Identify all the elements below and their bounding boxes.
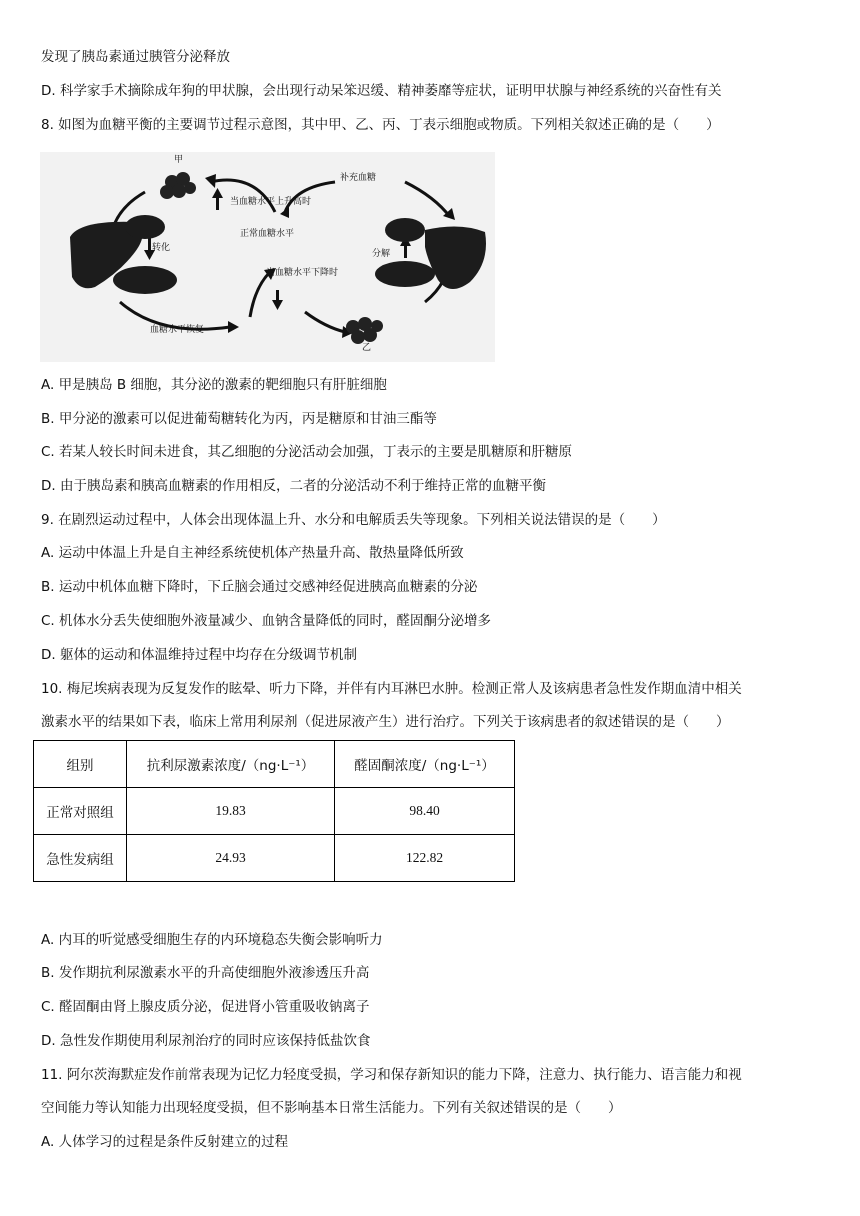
q8-option-b: B. 甲分泌的激素可以促进葡萄糖转化为丙，丙是糖原和甘油三酯等 [41, 411, 437, 427]
table-header: 抗利尿激素浓度/（ng·L⁻¹） [127, 741, 335, 788]
arrow-top-right [405, 182, 450, 217]
q9-option-d: D. 躯体的运动和体温维持过程中均存在分级调节机制 [41, 647, 357, 663]
q9-option-c: C. 机体水分丢失使细胞外液量减少、血钠含量降低的同时，醛固酮分泌增多 [41, 613, 492, 629]
q10-option-d: D. 急性发作期使用利尿剂治疗的同时应该保持低盐饮食 [41, 1033, 371, 1049]
label-normal: 正常血糖水平 [240, 229, 295, 239]
table-header: 组别 [34, 741, 127, 788]
table-header-row [34, 741, 515, 788]
question-9-stem: 9. 在剧烈运动过程中，人体会出现体温上升、水分和电解质丢失等现象。下列相关说法错误的是（ ） [41, 512, 666, 528]
label-jia: 甲 [174, 155, 184, 165]
q10-option-b: B. 发作期抗利尿激素水平的升高使细胞外液渗透压升高 [41, 965, 370, 981]
q11-option-a: A. 人体学习的过程是条件反射建立的过程 [41, 1134, 289, 1150]
q8-option-a: A. 甲是胰岛 B 细胞，其分泌的激素的靶细胞只有肝脏细胞 [41, 377, 387, 393]
option-d-prev: D. 科学家手术摘除成年狗的甲状腺，会出现行动呆笨迟缓、精神萎靡等症状，证明甲状腺与神经系统的兴奋性有关 [41, 83, 722, 99]
q9-option-b: B. 运动中机体血糖下降时，下丘脑会通过交感神经促进胰高血糖素的分泌 [41, 579, 478, 595]
q8-option-c: C. 若某人较长时间未进食，其乙细胞的分泌活动会加强，丁表示的主要是肌糖原和肝糖原 [41, 444, 573, 460]
label-fenjie: 分解 [372, 249, 391, 259]
carryover-text: 发现了胰岛素通过胰管分泌释放 [41, 49, 230, 65]
q10-option-a: A. 内耳的听觉感受细胞生存的内环境稳态失衡会影响听力 [41, 932, 383, 948]
question-11-stem-2: 空间能力等认知能力出现轻度受损，但不影响基本日常生活能力。下列有关叙述错误的是（ ） [41, 1100, 622, 1116]
cell-cluster-yi [346, 317, 383, 344]
label-rise: 当血糖水平上升高时 [230, 197, 312, 207]
q10-option-c: C. 醛固酮由肾上腺皮质分泌，促进肾小管重吸收钠离子 [41, 999, 370, 1015]
table-cell: 24.93 [127, 835, 335, 882]
question-11-stem-1: 11. 阿尔茨海默症发作前常表现为记忆力轻度受损，学习和保存新知识的能力下降，注意力、执行能力、语言能力和视 [41, 1067, 742, 1083]
label-zhuanhua: 转化 [152, 243, 171, 253]
table-cell: 正常对照组 [34, 788, 127, 835]
question-10-stem-2: 激素水平的结果如下表，临床上常用利尿剂（促进尿液产生）进行治疗。下列关于该病患者的叙述错误的是（ ） [41, 714, 730, 730]
table-cell: 急性发病组 [34, 835, 127, 882]
arrow-bottom-right [305, 312, 345, 332]
liver-right [425, 226, 486, 289]
cell-cluster-jia [160, 172, 196, 199]
table-header: 醛固酮浓度/（ng·L⁻¹） [335, 741, 515, 788]
q9-option-a: A. 运动中体温上升是自主神经系统使机体产热量升高、散热量降低所致 [41, 545, 464, 561]
label-yi: 乙 [362, 343, 372, 353]
label-fall: 当血糖水平下降时 [266, 268, 339, 278]
arrow-center-up [250, 272, 270, 317]
table-cell: 98.40 [335, 788, 515, 835]
question-10-stem-1: 10. 梅尼埃病表现为反复发作的眩晕、听力下降，并伴有内耳淋巴水肿。检测正常人及该病患者急性发作期血清中相关 [41, 681, 742, 697]
question-8-stem: 8. 如图为血糖平衡的主要调节过程示意图，其中甲、乙、丙、丁表示细胞或物质。下列相关叙述正确的是（ ） [41, 117, 720, 133]
label-buchong: 补充血糖 [340, 173, 377, 183]
label-huifu: 血糖水平恢复 [150, 325, 205, 335]
table-cell: 19.83 [127, 788, 335, 835]
table-row [34, 788, 515, 835]
table-cell: 122.82 [335, 835, 515, 882]
q8-option-d: D. 由于胰岛素和胰高血糖素的作用相反，二者的分泌活动不利于维持正常的血糖平衡 [41, 478, 546, 494]
table-row [34, 835, 515, 882]
hormone-table [33, 740, 515, 882]
blood-sugar-figure [40, 152, 495, 362]
